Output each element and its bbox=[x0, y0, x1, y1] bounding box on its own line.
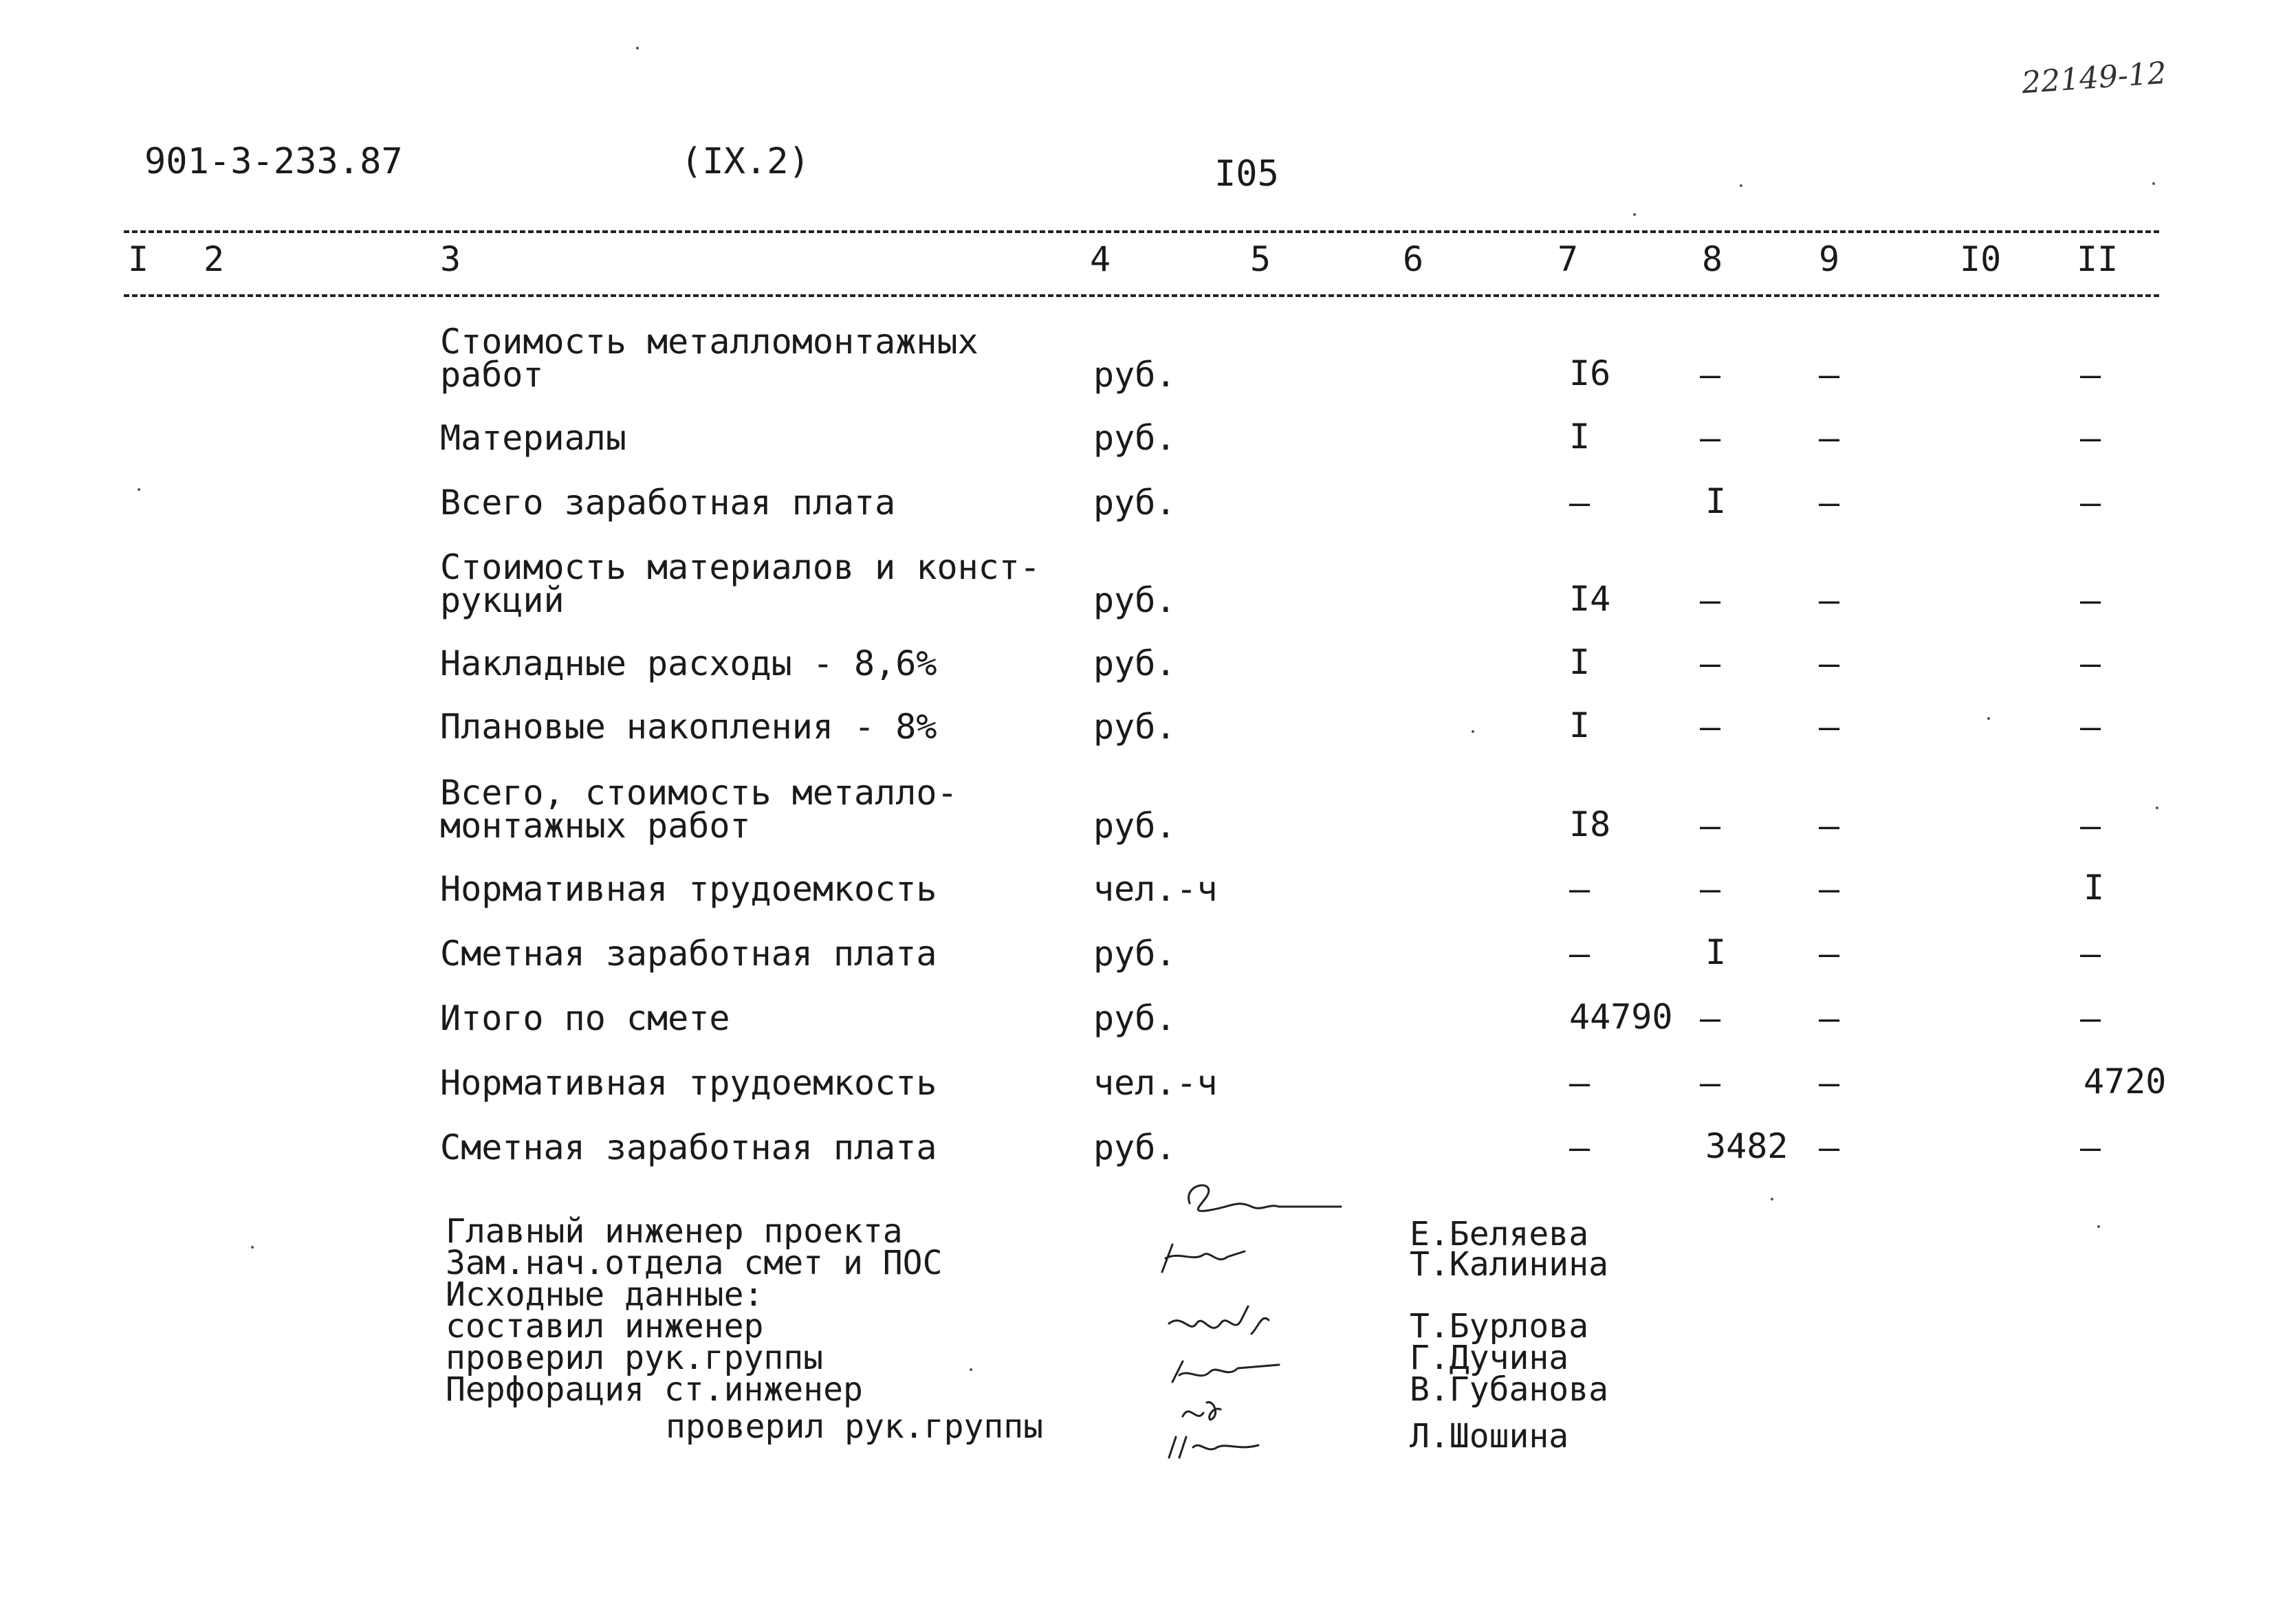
row-value-col7: – bbox=[1569, 869, 1590, 909]
column-header-6: 6 bbox=[1403, 239, 1424, 279]
scan-speck bbox=[1740, 184, 1742, 187]
row-label-line: Всего заработная плата bbox=[440, 483, 896, 523]
scan-speck bbox=[636, 47, 639, 50]
row-value-col8: I bbox=[1705, 481, 1727, 521]
row-value-col11: – bbox=[2080, 483, 2101, 523]
row-label-line: Нормативная трудоемкость bbox=[440, 869, 937, 909]
row-value-col11: – bbox=[2080, 707, 2101, 747]
row-value-col9: – bbox=[1819, 644, 1840, 683]
row-unit: чел.-ч bbox=[1093, 1063, 1218, 1103]
scan-speck bbox=[1987, 717, 1990, 720]
row-value-col11: 4720 bbox=[2084, 1062, 2167, 1101]
row-unit: руб. bbox=[1093, 483, 1177, 523]
row-value-col7: I bbox=[1569, 642, 1590, 682]
header-bottom-rule bbox=[124, 294, 2159, 297]
row-label-line: рукций bbox=[440, 580, 565, 620]
row-value-col7: I bbox=[1569, 417, 1590, 457]
row-value-col7: I4 bbox=[1569, 579, 1611, 619]
row-value-col8: – bbox=[1700, 644, 1721, 683]
row-label-line: Накладные расходы - 8,6% bbox=[440, 644, 937, 683]
row-unit: руб. bbox=[1093, 806, 1177, 846]
row-value-col7: – bbox=[1569, 483, 1590, 523]
signatory-name: Т.Калинина bbox=[1410, 1245, 1608, 1284]
row-label-line: Нормативная трудоемкость bbox=[440, 1063, 937, 1103]
row-label-line: Сметная заработная плата bbox=[440, 934, 937, 974]
signatory-name: Т.Бурлова bbox=[1410, 1307, 1589, 1346]
signature-role: проверил рук.группы bbox=[666, 1407, 1044, 1446]
row-unit: руб. bbox=[1093, 580, 1177, 620]
row-value-col9: – bbox=[1819, 483, 1840, 523]
row-value-col9: – bbox=[1819, 1128, 1840, 1167]
row-unit: руб. bbox=[1093, 644, 1177, 683]
column-header-9: 9 bbox=[1819, 239, 1840, 279]
row-value-col8: – bbox=[1700, 707, 1721, 747]
scan-speck bbox=[138, 488, 140, 491]
row-value-col11: – bbox=[2080, 806, 2101, 846]
page-number: I05 bbox=[1214, 153, 1279, 195]
signatory-name: В.Губанова bbox=[1410, 1370, 1608, 1409]
row-value-col8: – bbox=[1700, 355, 1721, 395]
row-value-col7: I8 bbox=[1569, 804, 1611, 844]
row-unit: руб. bbox=[1093, 998, 1177, 1038]
column-header-1: I bbox=[128, 239, 149, 279]
scan-speck bbox=[1771, 1198, 1773, 1200]
row-value-col8: – bbox=[1700, 1063, 1721, 1103]
column-header-5: 5 bbox=[1250, 239, 1271, 279]
row-value-col7: – bbox=[1569, 1063, 1590, 1103]
row-value-col8: 3482 bbox=[1705, 1126, 1789, 1166]
row-unit: руб. bbox=[1093, 707, 1177, 747]
signatory-name: Е.Беляева bbox=[1410, 1215, 1589, 1253]
row-value-col7: 44790 bbox=[1569, 997, 1673, 1037]
row-value-col11: – bbox=[2080, 644, 2101, 683]
row-unit: руб. bbox=[1093, 418, 1177, 458]
row-value-col8: – bbox=[1700, 580, 1721, 620]
row-unit: чел.-ч bbox=[1093, 869, 1218, 909]
row-value-col11: – bbox=[2080, 1128, 2101, 1167]
row-value-col9: – bbox=[1819, 355, 1840, 395]
row-label-line: Всего, стоимость металло- bbox=[440, 773, 958, 813]
row-label-line: Плановые накопления - 8% bbox=[440, 707, 937, 747]
signature-role: Зам.нач.отдела смет и ПОС bbox=[446, 1244, 943, 1282]
row-value-col7: – bbox=[1569, 1128, 1590, 1167]
row-value-col9: – bbox=[1819, 869, 1840, 909]
scan-speck bbox=[970, 1368, 972, 1371]
row-label-line: Сметная заработная плата bbox=[440, 1128, 937, 1167]
row-label-line: Стоимость металломонтажных bbox=[440, 322, 979, 362]
header-top-rule bbox=[124, 230, 2159, 233]
row-label-line: Стоимость материалов и конст- bbox=[440, 547, 1040, 587]
scan-speck bbox=[251, 1246, 254, 1249]
row-value-col9: – bbox=[1819, 418, 1840, 458]
row-value-col8: – bbox=[1700, 998, 1721, 1038]
scan-speck bbox=[2097, 1225, 2100, 1228]
row-label-line: Материалы bbox=[440, 418, 626, 458]
handwritten-signatures bbox=[1141, 1176, 1375, 1464]
row-unit: руб. bbox=[1093, 355, 1177, 395]
row-value-col11: I bbox=[2084, 868, 2105, 908]
signature-role: проверил рук.группы bbox=[446, 1339, 824, 1377]
row-value-col9: – bbox=[1819, 806, 1840, 846]
scan-speck bbox=[1472, 730, 1474, 733]
row-value-col11: – bbox=[2080, 934, 2101, 974]
row-unit: руб. bbox=[1093, 1128, 1177, 1167]
column-header-8: 8 bbox=[1702, 239, 1723, 279]
column-header-3: 3 bbox=[440, 239, 461, 279]
row-value-col8: – bbox=[1700, 418, 1721, 458]
row-value-col11: – bbox=[2080, 355, 2101, 395]
signature-role: Главный инженер проекта bbox=[446, 1212, 903, 1251]
column-header-7: 7 bbox=[1557, 239, 1579, 279]
row-value-col11: – bbox=[2080, 580, 2101, 620]
column-header-11: II bbox=[2077, 239, 2119, 279]
document-number: 901-3-233.87 bbox=[144, 141, 403, 182]
row-value-col7: – bbox=[1569, 934, 1590, 974]
row-value-col9: – bbox=[1819, 580, 1840, 620]
row-label-line: работ bbox=[440, 355, 544, 395]
row-value-col9: – bbox=[1819, 998, 1840, 1038]
row-value-col11: – bbox=[2080, 418, 2101, 458]
scan-speck bbox=[1633, 213, 1636, 216]
signatory-name: Л.Шошина bbox=[1410, 1417, 1569, 1456]
row-value-col8: – bbox=[1700, 869, 1721, 909]
column-header-2: 2 bbox=[204, 239, 225, 279]
row-value-col9: – bbox=[1819, 707, 1840, 747]
row-unit: руб. bbox=[1093, 934, 1177, 974]
column-header-4: 4 bbox=[1090, 239, 1111, 279]
row-value-col8: – bbox=[1700, 806, 1721, 846]
signature-role: составил инженер bbox=[446, 1307, 764, 1346]
row-value-col8: I bbox=[1705, 932, 1727, 972]
signature-role: Исходные данные: bbox=[446, 1275, 764, 1314]
row-label-line: монтажных работ bbox=[440, 806, 751, 846]
row-value-col9: – bbox=[1819, 934, 1840, 974]
row-value-col11: – bbox=[2080, 998, 2101, 1038]
row-value-col7: I6 bbox=[1569, 353, 1611, 393]
column-header-10: I0 bbox=[1960, 239, 2002, 279]
corner-archive-note: 22149-12 bbox=[2020, 55, 2168, 101]
row-label-line: Итого по смете bbox=[440, 998, 730, 1038]
scan-speck bbox=[2156, 806, 2158, 809]
scan-speck bbox=[2152, 182, 2155, 185]
row-value-col7: I bbox=[1569, 705, 1590, 745]
signatory-name: Г.Дучина bbox=[1410, 1339, 1569, 1377]
section-number: (IX.2) bbox=[681, 141, 810, 182]
signature-role: Перфорация ст.инженер bbox=[446, 1370, 863, 1409]
row-value-col9: – bbox=[1819, 1063, 1840, 1103]
